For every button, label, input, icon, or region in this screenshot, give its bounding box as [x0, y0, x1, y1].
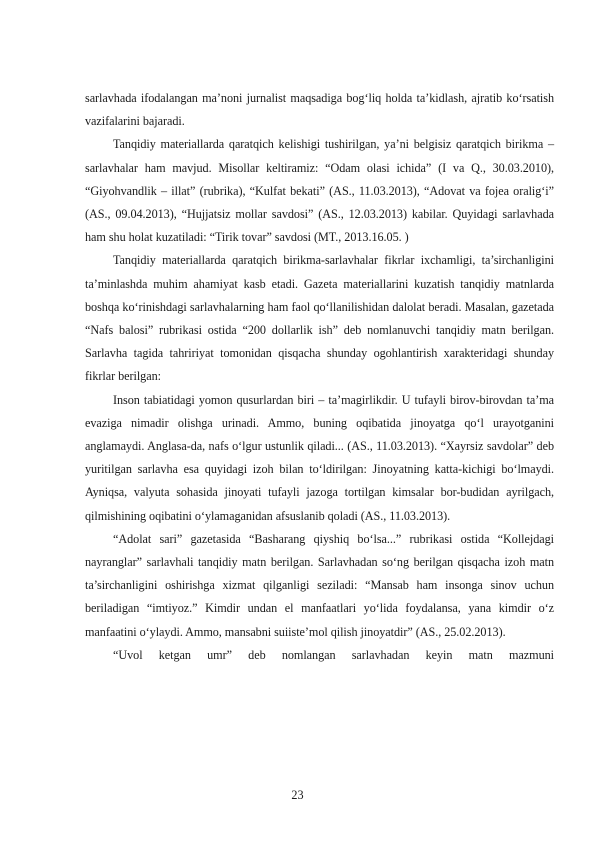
- paragraph-2: Tanqidiy materiallarda qaratqich kelishigi tushirilgan, ya’ni belgisiz qaratqich birikma – sarlavhalar ham mavjud. Misollar keltiramiz: “Odam olasi ichida” (I va Q., 30.03.2010), “Giyohvandlik – illat” (rubrika), “Kulfat bekati” (AS., 11.03.2013), “Adovat va fojea oralig‘i” (AS., 09.04.2013), “Hujjatsiz mollar savdosi” (AS., 12.03.2013) kabilar. Quyidagi sarlavhada ham shu holat kuzatiladi: “Tirik tovar” savdosi (MT., 2013.16.05. ): [85, 137, 554, 245]
- paragraph-4: Inson tabiatidagi yomon qusurlardan biri – ta’magirlikdir. U tufayli birov-birovdan ta’ma evaziga nimadir olishga urinadi. Ammo, buning oqibatida jinoyatga qo‘l urayotganini anglamaydi. Anglasa-da, nafs o‘lgur ustunlik qiladi... (AS., 11.03.2013). “Xayrsiz savdolar” deb yuritilgan sarlavha esa quyidagi izoh bilan to‘ldirilgan: Jinoyatning katta-kichigi bo‘lmaydi. Ayniqsa, valyuta sohasida jinoyati tufayli jazoga tortilgan kimsalar bor-budidan ayrilgach, qilmishining oqibatini o‘ylamaganidan afsuslanib qoladi (AS., 11.03.2013).: [85, 392, 554, 523]
- paragraph-6: “Uvol ketgan umr” deb nomlangan sarlavhadan keyin matn mazmuni: [113, 647, 554, 662]
- paragraph-1: sarlavhada ifodalangan ma’noni jurnalist maqsadiga bog‘liq holda ta’kidlash, ajratib ko‘rsatish vazifalarini bajaradi.: [85, 91, 554, 129]
- paragraph-3: Tanqidiy materiallarda qaratqich birikma-sarlavhalar fikrlar ixchamligi, ta’sirchanligini ta’minlashda muhim ahamiyat kasb etadi. Gazeta materiallarini kuzatish tanqidiy matnlarda boshqa ko‘rinishdagi sarlavhalarning ham faol qo‘llanilishidan dalolat beradi. Masalan, gazetada “Nafs balosi” rubrikasi ostida “200 dollarlik ish” deb nomlanuvchi tanqidiy matn berilgan. Sarlavha tagida tahririyat tomonidan qisqacha shunday ogohlantirish xarakteridagi shunday fikrlar berilgan:: [85, 253, 554, 384]
- paragraph-5: “Adolat sari” gazetasida “Basharang qiyshiq bo‘lsa...” rubrikasi ostida “Kollejdagi nayranglar” sarlavhali tanqidiy matn berilgan. Sarlavhadan so‘ng berilgan qisqacha izoh matn ta’sirchanligini oshirishga xizmat qilganligi seziladi: “Mansab ham insonga sinov uchun beriladigan “imtiyoz.” Kimdir undan el manfaatlari yo‘lida foydalansa, yana kimdir o‘z manfaatini o‘ylaydi. Ammo, mansabni suiiste’mol qilish jinoyatdir” (AS., 25.02.2013).: [85, 531, 554, 639]
- page-body: [85, 87, 554, 667]
- page-number: 23: [291, 788, 304, 802]
